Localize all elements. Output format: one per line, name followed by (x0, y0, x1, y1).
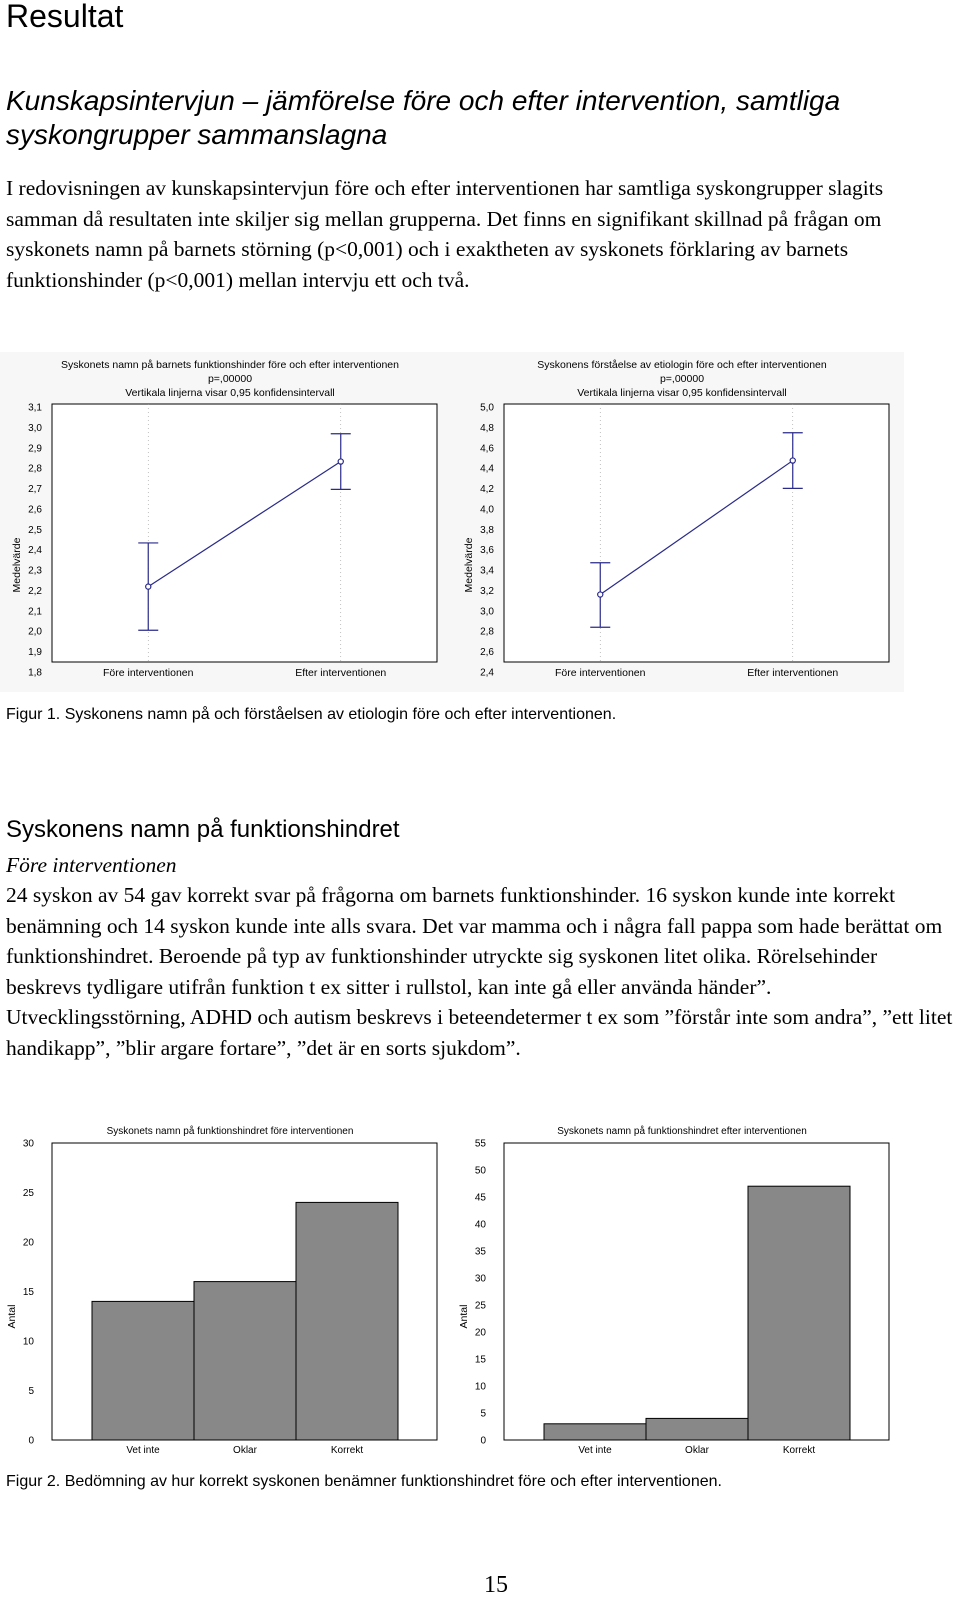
bar (296, 1202, 398, 1440)
y-tick-label: 4,6 (480, 443, 494, 455)
section-title: Resultat (6, 0, 124, 34)
y-tick-label: 15 (22, 1287, 34, 1298)
y-tick-label: 3,1 (28, 402, 42, 414)
y-tick-label: 0 (480, 1435, 486, 1447)
x-tick-label: Oklar (233, 1445, 257, 1456)
y-tick-label: 30 (474, 1273, 486, 1285)
y-tick-label: 3,0 (28, 422, 42, 434)
plot-area (52, 404, 437, 662)
line-chart-name-of-disability (11, 359, 437, 679)
heading-name-of-disability: Syskonens namn på funktionshindret (6, 816, 400, 843)
y-axis-label: Medelvärde (11, 537, 23, 593)
intro-paragraph: I redovisningen av kunskapsintervjun före och efter interventionen har samtliga syskongrupper slagits samman då resultaten inte skiljer sig mellan grupperna. Det finns en signifikant skillnad på frågan om syskonets namn på barnets störning (p<0,001) och i exaktheten av syskonets förklaring av barnets funktionshinder (p<0,001) mellan intervju ett och två. (6, 176, 884, 292)
data-point (146, 584, 151, 589)
chart-note: Vertikala linjerna visar 0,95 konfidensintervall (125, 387, 335, 399)
y-tick-label: 40 (474, 1219, 486, 1231)
chart-title: Syskonens förståelse av etiologin före och efter interventionen (537, 359, 827, 371)
y-tick-label: 20 (474, 1327, 486, 1339)
bar-chart-before-intervention (6, 1125, 437, 1456)
bar (646, 1418, 748, 1440)
data-point (790, 458, 795, 463)
y-tick-label: 2,6 (480, 647, 494, 659)
line-chart-etiology-understanding (463, 359, 889, 679)
chart-title: Syskonets namn på funktionshindret före interventionen (106, 1126, 354, 1137)
y-tick-label: 2,7 (28, 484, 42, 496)
y-tick-label: 3,0 (480, 606, 494, 618)
y-tick-label: 10 (22, 1336, 34, 1348)
plot-area (504, 404, 889, 662)
y-tick-label: 2,3 (28, 565, 42, 577)
y-tick-label: 3,2 (480, 585, 494, 597)
y-tick-label: 4,4 (480, 463, 494, 475)
y-tick-label: 4,2 (480, 484, 494, 496)
data-point (598, 592, 603, 597)
bar (194, 1282, 296, 1440)
figure-2-caption: Figur 2. Bedömning av hur korrekt syskonen benämner funktionshindret före och efter interventionen. (6, 1473, 722, 1490)
x-tick-label: Efter interventionen (295, 667, 387, 679)
y-tick-label: 2,5 (28, 524, 42, 536)
page-number: 15 (484, 1572, 508, 1598)
y-tick-label: 2,8 (28, 463, 42, 475)
x-tick-label: Efter interventionen (747, 667, 839, 679)
y-tick-label: 15 (474, 1354, 486, 1366)
y-tick-label: 3,4 (480, 565, 494, 577)
x-tick-label: Korrekt (782, 1445, 816, 1456)
y-tick-label: 30 (22, 1138, 34, 1150)
y-tick-label: 4,0 (480, 504, 494, 516)
body-paragraph: 24 syskon av 54 gav korrekt svar på frågorna om barnets funktionshinder. 16 syskon kunde inte korrekt benämning och 14 syskon kunde inte alls svara. Det var mamma och i några fall pappa som hade berättat om funktionshindret. Beroende på typ av funktionshinder utryckte sig syskonen litet olika. Rörelsehinder beskrevs tydligare utifrån funktion t ex sitter i rullstol, kan inte gå eller använda händer”. Utvecklingsstörning, ADHD och autism beskrevs i beteendetermer t ex som ”förstår inte som andra”, ”ett litet handikapp”, ”blir argare fortare”, ”det är en sorts sjukdom”. (6, 883, 953, 1060)
bar (92, 1301, 194, 1440)
y-tick-label: 0 (28, 1435, 34, 1447)
y-tick-label: 50 (474, 1165, 486, 1177)
y-tick-label: 5 (480, 1408, 486, 1420)
y-tick-label: 2,4 (28, 545, 42, 557)
y-tick-label: 3,8 (480, 524, 494, 536)
x-tick-label: Korrekt (330, 1445, 364, 1456)
y-tick-label: 55 (474, 1138, 486, 1150)
y-tick-label: 2,4 (480, 667, 494, 679)
y-tick-label: 25 (474, 1300, 486, 1312)
chart-title: Syskonets namn på funktionshindret efter interventionen (557, 1126, 807, 1137)
y-tick-label: 45 (474, 1192, 486, 1204)
subsection-title: Kunskapsintervjun – jämförelse före och efter intervention, samtliga syskongrupper sammanslagna (6, 85, 841, 150)
y-tick-label: 1,8 (28, 667, 42, 679)
y-tick-label: 20 (22, 1237, 34, 1249)
y-tick-label: 3,6 (480, 545, 494, 557)
y-tick-label: 4,8 (480, 422, 494, 434)
y-tick-label: 2,9 (28, 443, 42, 455)
chart-subtitle: p=,00000 (659, 373, 705, 385)
figure-1-caption: Figur 1. Syskonens namn på och förståelsen av etiologin före och efter interventionen. (6, 706, 617, 723)
bar (748, 1186, 850, 1440)
y-axis-label: Antal (6, 1304, 18, 1329)
figure-2 (0, 1118, 960, 1458)
y-axis-label: Medelvärde (463, 537, 475, 593)
y-tick-label: 25 (22, 1188, 34, 1199)
bar (544, 1424, 646, 1440)
heading-before-intervention: Före interventionen (6, 853, 177, 877)
figure-1 (0, 352, 960, 696)
x-tick-label: Före interventionen (555, 667, 646, 679)
y-tick-label: 5 (28, 1386, 34, 1397)
y-tick-label: 2,8 (480, 626, 494, 638)
chart-note: Vertikala linjerna visar 0,95 konfidensintervall (577, 387, 787, 399)
y-tick-label: 35 (474, 1246, 486, 1258)
y-axis-label: Antal (458, 1304, 470, 1329)
bar-chart-after-intervention (458, 1125, 889, 1456)
chart-title: Syskonets namn på barnets funktionshinder före och efter interventionen (61, 359, 399, 371)
chart-subtitle: p=,00000 (207, 373, 253, 385)
x-tick-label: Vet inte (578, 1445, 612, 1456)
y-tick-label: 5,0 (480, 402, 494, 414)
x-tick-label: Oklar (685, 1445, 709, 1456)
x-tick-label: Före interventionen (103, 667, 194, 679)
y-tick-label: 2,6 (28, 504, 42, 516)
y-tick-label: 10 (474, 1381, 486, 1393)
y-tick-label: 2,2 (28, 585, 42, 597)
y-tick-label: 2,0 (28, 626, 42, 638)
x-tick-label: Vet inte (126, 1445, 160, 1456)
y-tick-label: 2,1 (28, 606, 42, 618)
data-point (338, 459, 343, 464)
y-tick-label: 1,9 (28, 647, 42, 659)
